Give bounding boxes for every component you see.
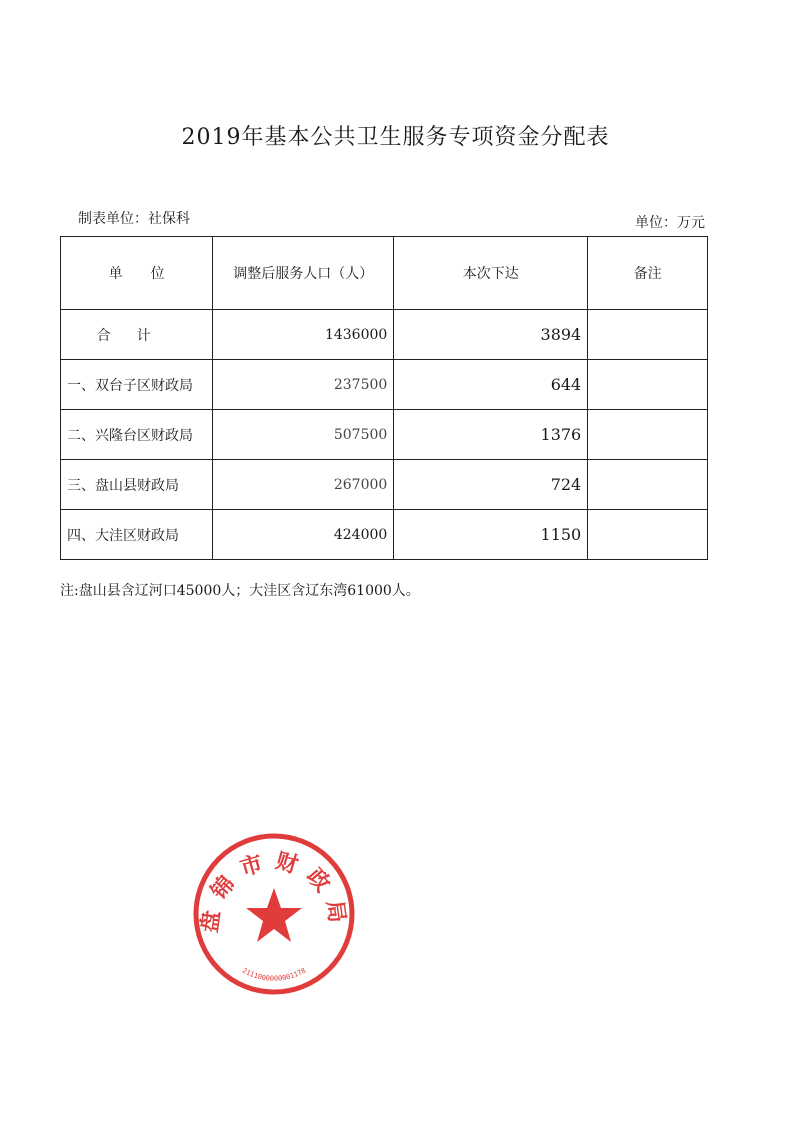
row-note: [588, 410, 708, 460]
page-title: 2019年基本公共卫生服务专项资金分配表: [181, 125, 610, 150]
unit-label: 单位：万元: [635, 215, 705, 231]
row-note: [588, 360, 708, 410]
row-amount: 724: [394, 460, 588, 510]
seal-code: 2111000000001178: [240, 966, 308, 983]
seal-text: 盘锦市财政局: [197, 848, 351, 935]
row-note: [588, 460, 708, 510]
official-seal: [190, 830, 358, 998]
row-amount: 1150: [394, 510, 588, 560]
total-label: 合计: [61, 310, 213, 360]
total-note: [588, 310, 708, 360]
row-amount: 1376: [394, 410, 588, 460]
row-unit: 三、盘山县财政局: [61, 460, 213, 510]
row-population: 507500: [213, 410, 394, 460]
prepared-by-label: 制表单位：社保科: [78, 211, 190, 227]
table-row: [61, 510, 708, 560]
row-note: [588, 510, 708, 560]
allocation-table: [60, 236, 708, 560]
footnote: 注:盘山县含辽河口45000人；大洼区含辽东湾61000人。: [60, 583, 420, 599]
row-unit: 二、兴隆台区财政局: [61, 410, 213, 460]
header-population: 调整后服务人口（人）: [213, 237, 394, 310]
row-population: 424000: [213, 510, 394, 560]
star-icon: [246, 888, 302, 942]
table-row: [61, 460, 708, 510]
total-amount: 3894: [394, 310, 588, 360]
table-row: [61, 360, 708, 410]
table-row: [61, 410, 708, 460]
row-unit: 四、大洼区财政局: [61, 510, 213, 560]
row-amount: 644: [394, 360, 588, 410]
row-population: 237500: [213, 360, 394, 410]
table-header-row: [61, 237, 708, 310]
total-row: [61, 310, 708, 360]
row-population: 267000: [213, 460, 394, 510]
row-unit: 一、双台子区财政局: [61, 360, 213, 410]
header-note: 备注: [588, 237, 708, 310]
total-population: 1436000: [213, 310, 394, 360]
header-amount: 本次下达: [394, 237, 588, 310]
header-unit: 单 位: [61, 237, 213, 310]
